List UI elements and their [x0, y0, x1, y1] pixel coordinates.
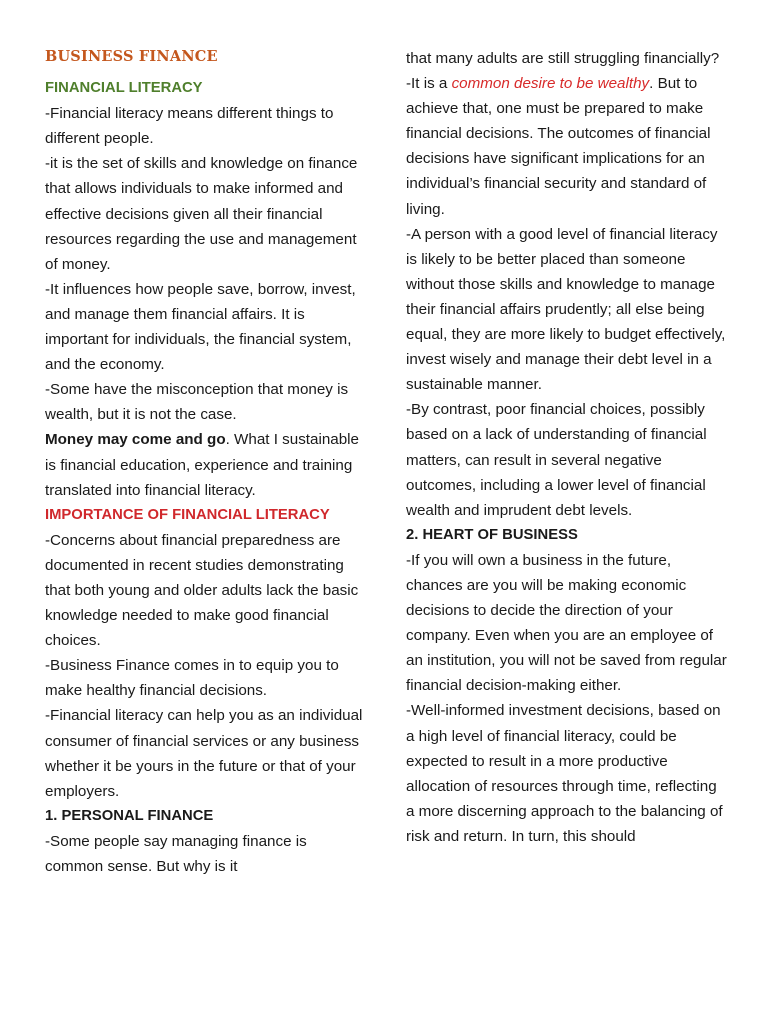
- subheading-personal-finance: 1. PERSONAL FINANCE: [45, 807, 214, 824]
- emphasis-phrase: common desire to be wealthy: [451, 75, 650, 93]
- paragraph: -Some people say managing finance is common sense. But why is it: [45, 832, 307, 875]
- bold-phrase: Money may come and go: [45, 431, 226, 449]
- paragraph: -Well-informed investment decisions, based on a high level of financial literacy, could be expected to result in a more productive allocation of resources through time, reflecting a more discerning approach to the balancing of risk and return. In turn, this should: [406, 702, 723, 845]
- document-title: BUSINESS FINANCE: [45, 48, 218, 65]
- section-heading-importance: IMPORTANCE OF FINANCIAL LITERACY: [45, 506, 330, 523]
- paragraph: -it is the set of skills and knowledge on finance that allows individuals to make informed and effective decisions given all their financial resources regarding the use and management of money.: [45, 155, 358, 273]
- right-column: [406, 46, 728, 849]
- paragraph: -Financial literacy can help you as an individual consumer of financial services or any business whether it be yours in the future or that of your employers.: [45, 707, 363, 800]
- paragraph-text: . But to achieve that, one must be prepared to make financial decisions. The outcomes of financial decisions have significant implications for an individual’s financial security and standard of living.: [406, 75, 711, 218]
- paragraph: -Business Finance comes in to equip you to make healthy financial decisions.: [45, 657, 339, 700]
- paragraph: -Concerns about financial preparedness are documented in recent studies demonstrating that both young and older adults lack the basic knowledge needed to make good financial choices.: [45, 531, 359, 650]
- paragraph: -By contrast, poor financial choices, possibly based on a lack of understanding of financial matters, can result in several negative outcomes, including a lower level of financial wealth and imprudent debt levels.: [406, 401, 707, 519]
- paragraph: [406, 71, 728, 222]
- paragraph: -Some have the misconception that money is wealth, but it is not the case.: [45, 381, 349, 424]
- paragraph: -A person with a good level of financial literacy is likely to be better placed than someone without those skills and knowledge to manage their financial affairs prudently; all else being equal, they are more likely to budget effectively, invest wisely and manage their debt level in a sustainable manner.: [406, 225, 726, 394]
- paragraph: -Financial literacy means different things to different people.: [45, 105, 334, 148]
- paragraph: -If you will own a business in the future, chances are you will be making economic decisions to decide the direction of your company. Even when you are an employee of an institution, you will not be saved from regular financial decision-making either.: [406, 551, 727, 695]
- paragraph: [45, 427, 363, 502]
- section-heading-financial-literacy: FINANCIAL LITERACY: [45, 80, 203, 97]
- left-column: [45, 44, 363, 879]
- paragraph-text: . What I sustainable is financial education, experience and training translated into financial literacy.: [45, 431, 359, 499]
- paragraph-text: -It is a: [406, 75, 452, 93]
- paragraph: that many adults are still struggling financially?: [406, 50, 720, 67]
- paragraph: -It influences how people save, borrow, invest, and manage them financial affairs. It is important for individuals, the financial system, and the economy.: [45, 280, 356, 374]
- subheading-heart-of-business: 2. HEART OF BUSINESS: [406, 526, 578, 543]
